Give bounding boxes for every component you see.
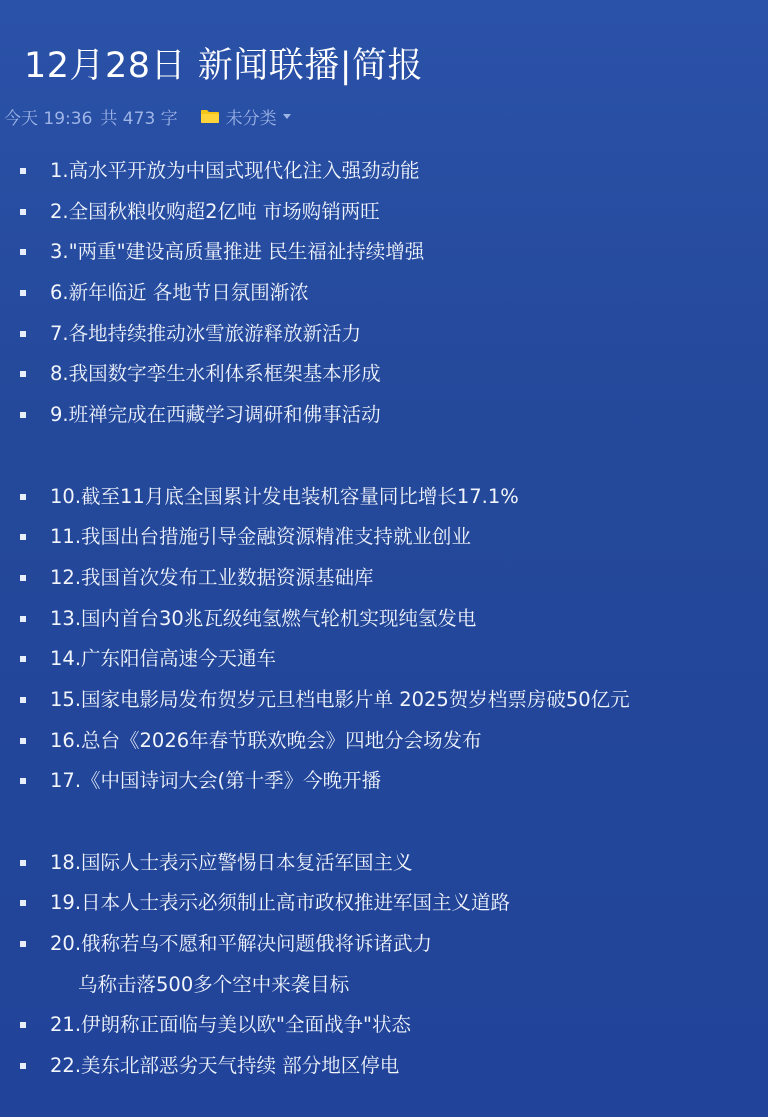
- bullet-icon: [20, 778, 26, 784]
- list-item[interactable]: 7.各地持续推动冰雪旅游释放新活力: [0, 314, 768, 355]
- folder-label: 未分类: [225, 109, 277, 129]
- list-item[interactable]: 2.全国秋粮收购超2亿吨 市场购销两旺: [0, 192, 768, 233]
- list-item[interactable]: 10.截至11月底全国累计发电装机容量同比增长17.1%: [0, 477, 768, 518]
- list-item[interactable]: 17.《中国诗词大会(第十季》今晚开播: [0, 761, 768, 802]
- bullet-icon: [20, 900, 26, 906]
- list-item[interactable]: 13.国内首台30兆瓦级纯氢燃气轮机实现纯氢发电: [0, 599, 768, 640]
- list-item[interactable]: 3."两重"建设高质量推进 民生福祉持续增强: [0, 232, 768, 273]
- bullet-icon: [20, 494, 26, 500]
- edit-time: 今天 19:36: [4, 109, 93, 129]
- list-item-continuation[interactable]: 乌称击落500多个空中来袭目标: [78, 972, 350, 996]
- word-count: 共 473 字: [100, 109, 178, 129]
- chevron-down-icon: [283, 114, 291, 119]
- note-title[interactable]: 12月28日 新闻联播|简报: [24, 46, 423, 86]
- bullet-icon: [20, 1022, 26, 1028]
- bullet-icon: [20, 575, 26, 581]
- list-item[interactable]: 21.伊朗称正面临与美以欧"全面战争"状态: [0, 1005, 768, 1046]
- folder-icon: [200, 109, 220, 124]
- list-item[interactable]: 14.广东阳信高速今天通车: [0, 639, 768, 680]
- bullet-icon: [20, 860, 26, 866]
- list-item[interactable]: 6.新年临近 各地节日氛围渐浓: [0, 273, 768, 314]
- bullet-icon: [20, 697, 26, 703]
- note-meta: [4, 104, 291, 129]
- list-item[interactable]: 12.我国首次发布工业数据资源基础库: [0, 558, 768, 599]
- bullet-icon: [20, 331, 26, 337]
- bullet-icon: [20, 412, 26, 418]
- list-item[interactable]: 19.日本人士表示必须制止高市政权推进军国主义道路: [0, 883, 768, 924]
- bullet-icon: [20, 290, 26, 296]
- list-item[interactable]: 8.我国数字孪生水利体系框架基本形成: [0, 354, 768, 395]
- list-item[interactable]: 9.班禅完成在西藏学习调研和佛事活动: [0, 395, 768, 436]
- folder-selector[interactable]: [200, 104, 291, 129]
- bullet-icon: [20, 656, 26, 662]
- bullet-icon: [20, 941, 26, 947]
- bullet-icon: [20, 249, 26, 255]
- list-item[interactable]: 18.国际人士表示应警惕日本复活军国主义: [0, 843, 768, 884]
- bullet-icon: [20, 616, 26, 622]
- list-item[interactable]: 11.我国出台措施引导金融资源精准支持就业创业: [0, 517, 768, 558]
- bullet-icon: [20, 168, 26, 174]
- list-item[interactable]: 20.俄称若乌不愿和平解决问题俄将诉诸武力: [0, 924, 768, 965]
- list-item[interactable]: 1.高水平开放为中国式现代化注入强劲动能: [0, 151, 768, 192]
- bullet-icon: [20, 534, 26, 540]
- news-list: [0, 151, 768, 1087]
- bullet-icon: [20, 371, 26, 377]
- list-item[interactable]: 16.总台《2026年春节联欢晚会》四地分会场发布: [0, 721, 768, 762]
- bullet-icon: [20, 1063, 26, 1069]
- list-item[interactable]: 22.美东北部恶劣天气持续 部分地区停电: [0, 1046, 768, 1087]
- bullet-icon: [20, 209, 26, 215]
- list-item[interactable]: 15.国家电影局发布贺岁元旦档电影片单 2025贺岁档票房破50亿元: [0, 680, 768, 721]
- bullet-icon: [20, 738, 26, 744]
